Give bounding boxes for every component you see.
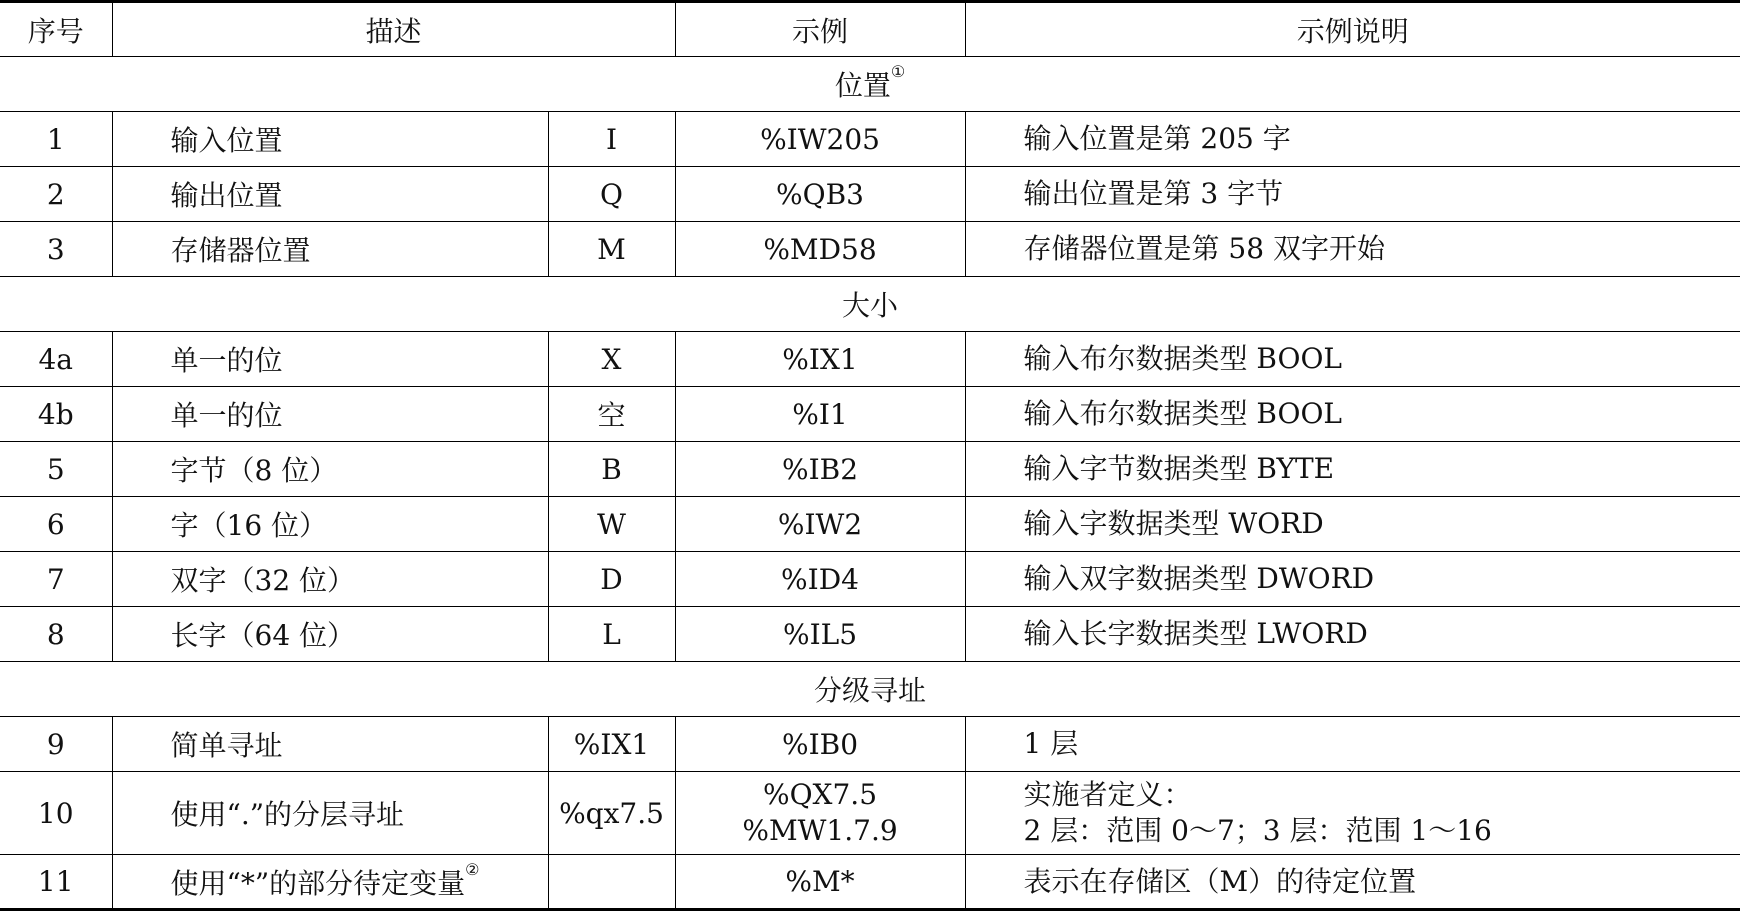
row-code: W <box>548 497 675 552</box>
row-code: M <box>548 222 675 277</box>
row-no: 11 <box>0 855 112 910</box>
row-desc: 输出位置 <box>112 167 548 222</box>
row-example-line2: %MW1.7.9 <box>742 814 898 847</box>
section-size: 大小 <box>0 277 1740 332</box>
row-example <box>675 772 965 855</box>
table-row <box>0 167 1740 222</box>
row-no: 7 <box>0 552 112 607</box>
row-example: %QB3 <box>675 167 965 222</box>
row-explain: 输入长字数据类型 LWORD <box>965 607 1740 662</box>
header-explain: 示例说明 <box>965 2 1740 57</box>
row-example: %M* <box>675 855 965 910</box>
row-code <box>548 855 675 910</box>
table-row <box>0 552 1740 607</box>
row-example-line1: %QX7.5 <box>763 778 878 811</box>
row-desc: 简单寻址 <box>112 717 548 772</box>
row-code: D <box>548 552 675 607</box>
row-explain: 输入双字数据类型 DWORD <box>965 552 1740 607</box>
row-explain-line2: 2 层：范围 0～7；3 层：范围 1～16 <box>1023 814 1492 847</box>
header-no: 序号 <box>0 2 112 57</box>
row-desc: 单一的位 <box>112 332 548 387</box>
row-code: 空 <box>548 387 675 442</box>
row-explain: 输入布尔数据类型 BOOL <box>965 387 1740 442</box>
row-no: 1 <box>0 112 112 167</box>
row-desc: 单一的位 <box>112 387 548 442</box>
row-no: 4b <box>0 387 112 442</box>
row-example: %ID4 <box>675 552 965 607</box>
row-explain: 输入位置是第 205 字 <box>965 112 1740 167</box>
row-code: X <box>548 332 675 387</box>
section-location-note: ① <box>890 62 906 81</box>
row-no: 10 <box>0 772 112 855</box>
row-no: 4a <box>0 332 112 387</box>
header-desc: 描述 <box>112 2 675 57</box>
section-hier: 分级寻址 <box>0 662 1740 717</box>
row-code: %IX1 <box>548 717 675 772</box>
row-desc: 输入位置 <box>112 112 548 167</box>
row-desc: 存储器位置 <box>112 222 548 277</box>
row-explain: 输入布尔数据类型 BOOL <box>965 332 1740 387</box>
section-location-label: 位置 <box>834 69 891 102</box>
table-row <box>0 497 1740 552</box>
row-explain: 输入字节数据类型 BYTE <box>965 442 1740 497</box>
row-desc: 双字（32 位） <box>112 552 548 607</box>
table-row <box>0 855 1740 910</box>
row-code: Q <box>548 167 675 222</box>
row-example: %IB2 <box>675 442 965 497</box>
row-desc-note: ② <box>465 859 480 879</box>
row-code: %qx7.5 <box>548 772 675 855</box>
section-row-hier <box>0 662 1740 717</box>
row-code: L <box>548 607 675 662</box>
header-row <box>0 2 1740 57</box>
row-explain: 1 层 <box>965 717 1740 772</box>
row-desc <box>112 855 548 910</box>
row-explain-line1: 实施者定义： <box>1023 778 1192 811</box>
table-row <box>0 442 1740 497</box>
row-no: 3 <box>0 222 112 277</box>
row-desc: 使用“.”的分层寻址 <box>112 772 548 855</box>
row-explain: 存储器位置是第 58 双字开始 <box>965 222 1740 277</box>
table-row <box>0 332 1740 387</box>
section-location <box>0 57 1740 112</box>
row-no: 5 <box>0 442 112 497</box>
row-example: %IX1 <box>675 332 965 387</box>
row-example: %IW205 <box>675 112 965 167</box>
row-code: B <box>548 442 675 497</box>
row-no: 6 <box>0 497 112 552</box>
row-no: 8 <box>0 607 112 662</box>
header-example: 示例 <box>675 2 965 57</box>
row-no: 2 <box>0 167 112 222</box>
row-explain: 表示在存储区（M）的待定位置 <box>965 855 1740 910</box>
section-row-location <box>0 57 1740 112</box>
row-example: %IB0 <box>675 717 965 772</box>
row-example: %MD58 <box>675 222 965 277</box>
row-desc: 长字（64 位） <box>112 607 548 662</box>
table-row <box>0 607 1740 662</box>
row-desc: 字（16 位） <box>112 497 548 552</box>
row-explain: 输入字数据类型 WORD <box>965 497 1740 552</box>
row-desc: 字节（8 位） <box>112 442 548 497</box>
table-row <box>0 772 1740 855</box>
table-row <box>0 222 1740 277</box>
row-example: %IW2 <box>675 497 965 552</box>
row-example: %I1 <box>675 387 965 442</box>
row-explain <box>965 772 1740 855</box>
row-code: I <box>548 112 675 167</box>
section-row-size <box>0 277 1740 332</box>
row-no: 9 <box>0 717 112 772</box>
table-row <box>0 717 1740 772</box>
table-row <box>0 112 1740 167</box>
row-explain: 输出位置是第 3 字节 <box>965 167 1740 222</box>
table-row <box>0 387 1740 442</box>
row-example: %IL5 <box>675 607 965 662</box>
row-desc-text: 使用“*”的部分待定变量 <box>170 866 466 900</box>
